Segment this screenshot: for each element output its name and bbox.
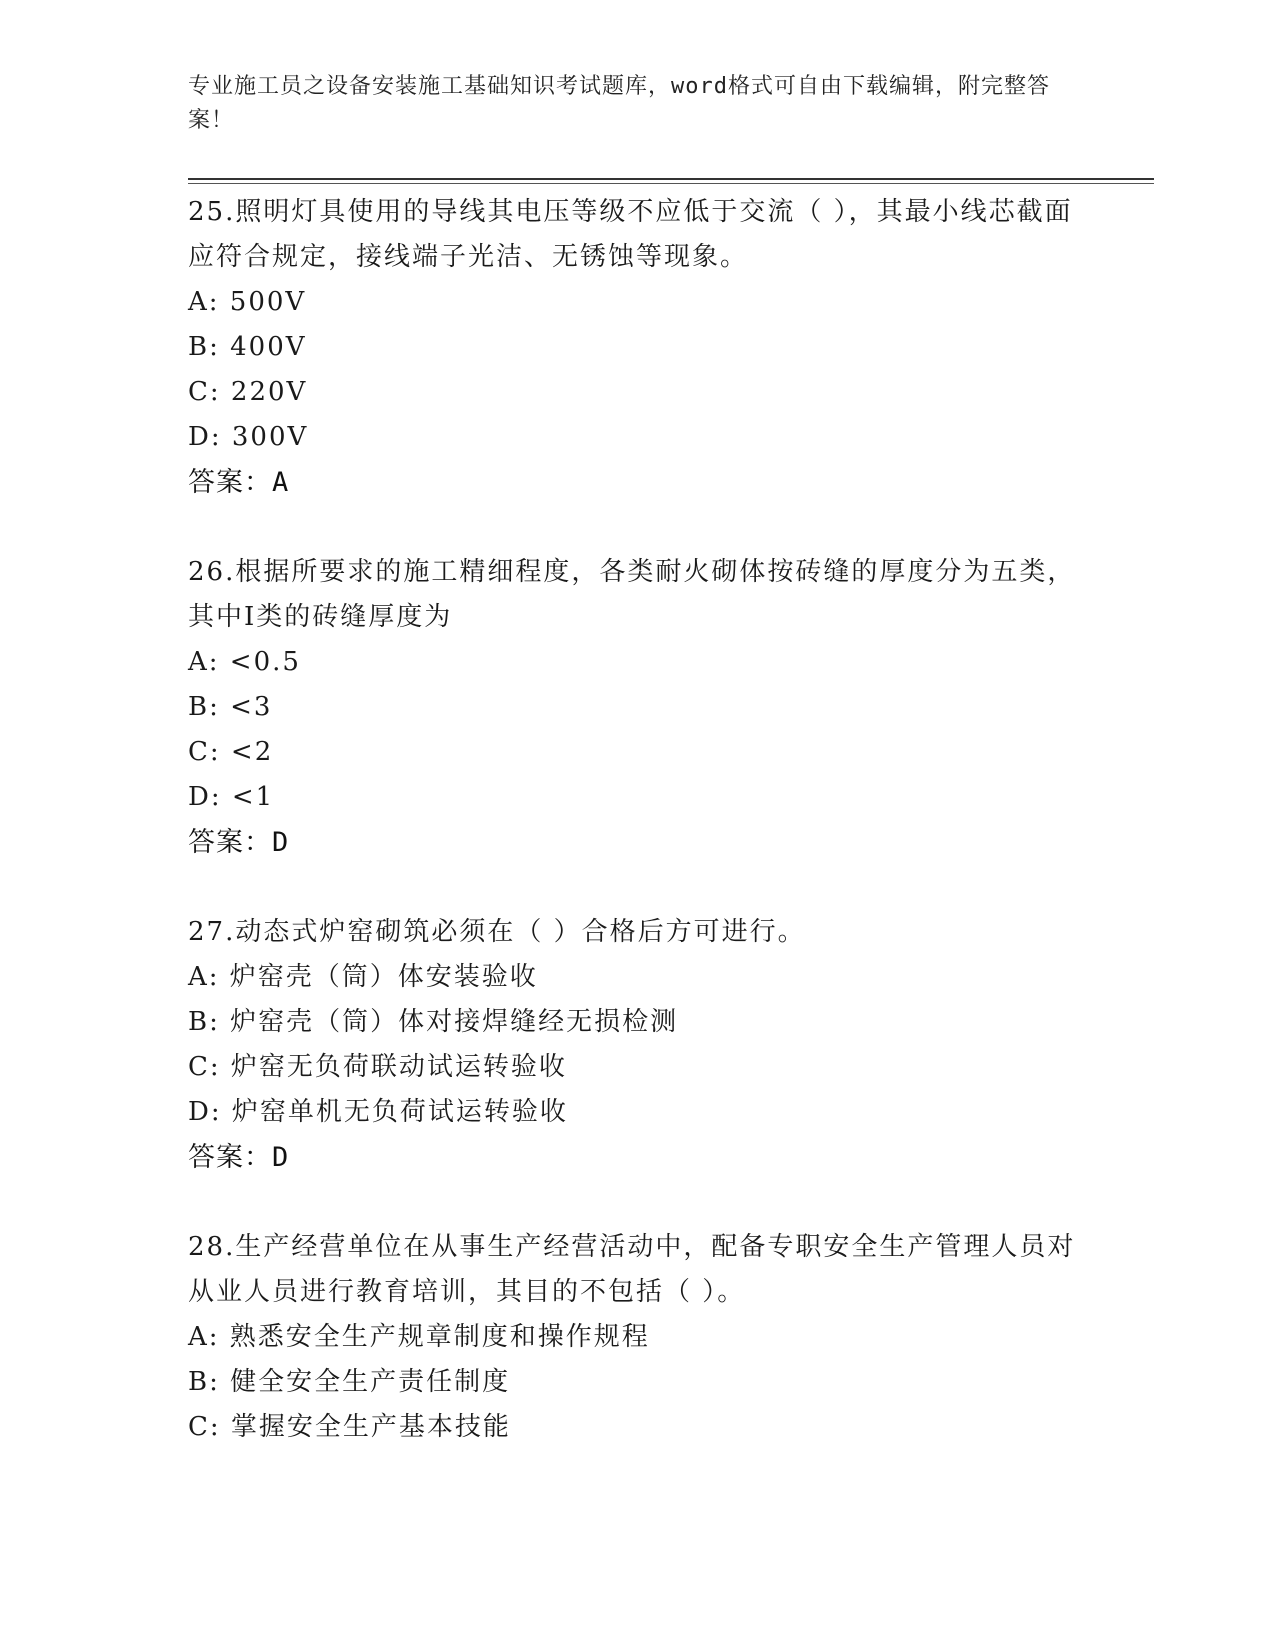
- answer-line: 答案：D: [188, 1142, 290, 1173]
- document-header: 专业施工员之设备安装施工基础知识考试题库，word格式可自由下载编辑，附完整答案！: [188, 74, 1050, 133]
- option-d: D: 300V: [188, 422, 309, 452]
- option-a: A: 熟悉安全生产规章制度和操作规程: [188, 1322, 650, 1352]
- answer-line: 答案：A: [188, 467, 290, 498]
- question-stem: 25.照明灯具使用的导线其电压等级不应低于交流（ ），其最小线芯截面应符合规定，接线端子光洁、无锈蚀等现象。: [188, 197, 1073, 272]
- question-list: [188, 190, 1088, 1450]
- option-c: C: <2: [188, 737, 274, 767]
- question-25: [188, 190, 1088, 505]
- question-stem: 27.动态式炉窑砌筑必须在（ ）合格后方可进行。: [188, 917, 806, 947]
- option-c: C: 炉窑无负荷联动试运转验收: [188, 1052, 567, 1082]
- header-divider-thin: [188, 183, 1154, 184]
- option-d: D: 炉窑单机无负荷试运转验收: [188, 1097, 568, 1127]
- question-stem: 26.根据所要求的施工精细程度，各类耐火砌体按砖缝的厚度分为五类，其中Ⅰ类的砖缝厚度为: [188, 557, 1076, 632]
- option-b: B: <3: [188, 692, 273, 722]
- question-28: [188, 1225, 1088, 1450]
- option-d: D: <1: [188, 782, 275, 812]
- answer-line: 答案：D: [188, 827, 290, 858]
- question-26: [188, 550, 1088, 865]
- option-c: C: 掌握安全生产基本技能: [188, 1412, 511, 1442]
- question-27: [188, 910, 1088, 1180]
- option-b: B: 400V: [188, 332, 307, 362]
- option-c: C: 220V: [188, 377, 308, 407]
- option-a: A: 炉窑壳（筒）体安装验收: [188, 962, 538, 992]
- header-divider-thick: [188, 178, 1154, 180]
- option-b: B: 健全安全生产责任制度: [188, 1367, 511, 1397]
- option-a: A: <0.5: [188, 647, 301, 677]
- question-stem: 28.生产经营单位在从事生产经营活动中，配备专职安全生产管理人员对从业人员进行教育培训，其目的不包括（ ）。: [188, 1232, 1076, 1307]
- option-a: A: 500V: [188, 287, 307, 317]
- option-b: B: 炉窑壳（筒）体对接焊缝经无损检测: [188, 1007, 679, 1037]
